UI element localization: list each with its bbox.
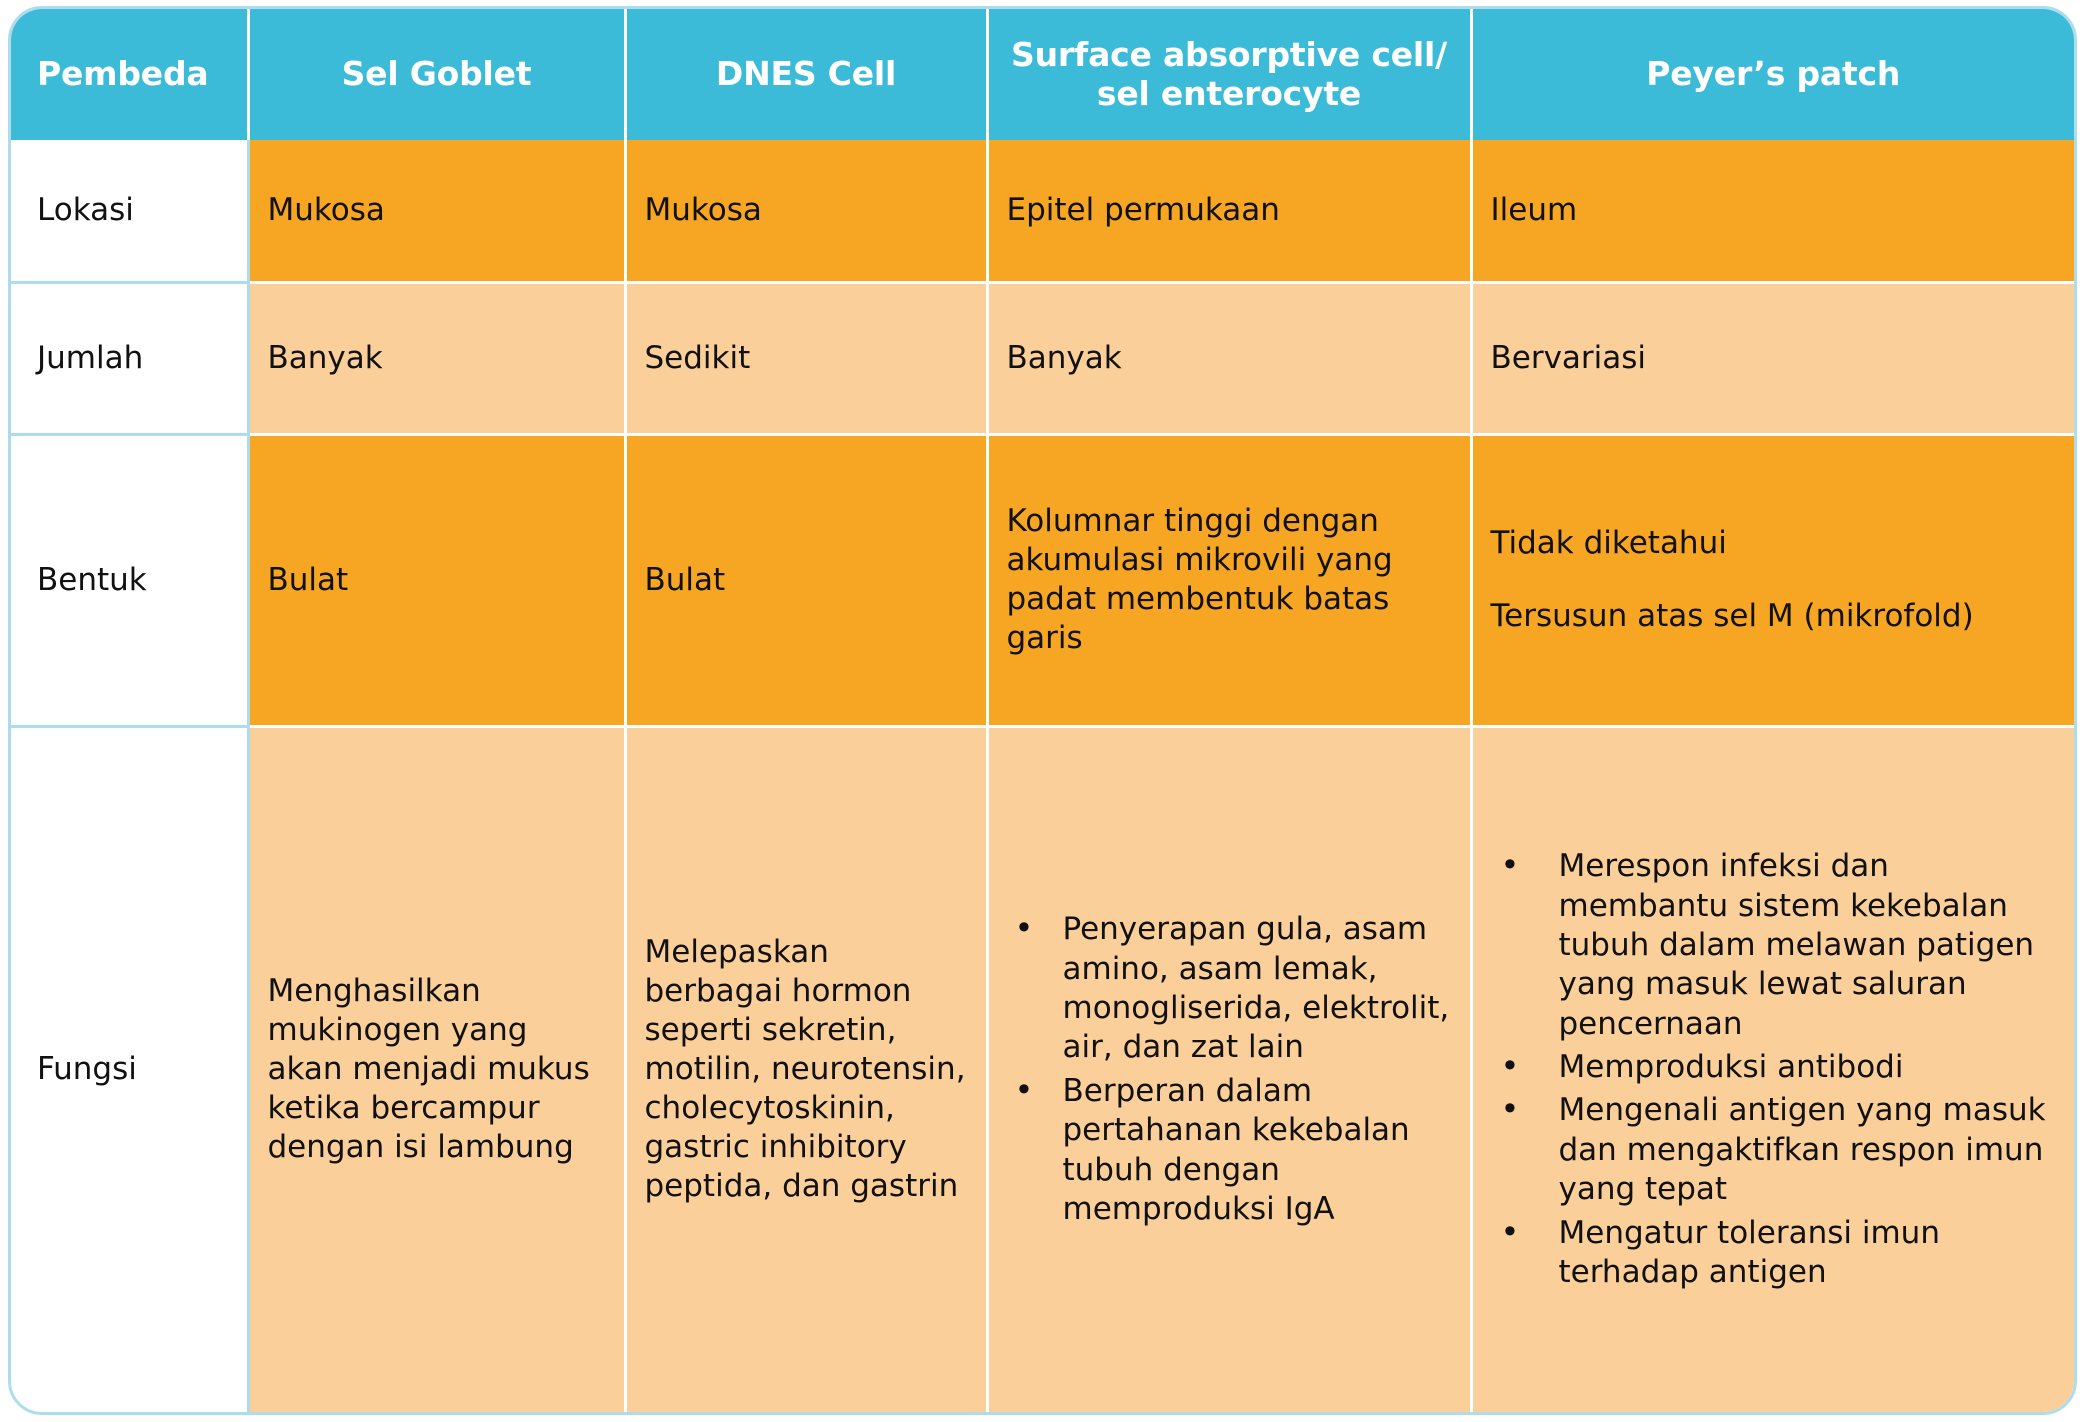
cell-fungsi-peyers-patch bbox=[1471, 726, 2074, 1412]
list-item: • Mengenali antigen yang masuk dan mengaktifkan respon imun yang tepat bbox=[1555, 1091, 2063, 1209]
cell-bentuk-peyers-patch bbox=[1471, 434, 2074, 726]
row-label-fungsi: Fungsi bbox=[11, 726, 248, 1412]
column-header-pembeda: Pembeda bbox=[11, 9, 248, 140]
table-row-bentuk bbox=[11, 434, 2074, 726]
cell-lokasi-surface-absorptive-cell: Epitel permukaan bbox=[987, 140, 1471, 282]
row-label-jumlah: Jumlah bbox=[11, 282, 248, 434]
column-header-dnes-cell: DNES Cell bbox=[625, 9, 987, 140]
cell-bentuk-sel-goblet: Bulat bbox=[248, 434, 625, 726]
cell-fungsi-surface-absorptive-cell bbox=[987, 726, 1471, 1412]
row-label-bentuk: Bentuk bbox=[11, 434, 248, 726]
bullet-list-peyer bbox=[1481, 847, 2063, 1292]
cell-text: Menghasilkan mukinogen yang akan menjadi mukus ketika bercampur dengan isi lambung bbox=[267, 973, 590, 1166]
list-item: • Mengatur toleransi imun terhadap antigen bbox=[1555, 1214, 2063, 1293]
paragraph-sel-m: Tersusun atas sel M (mikrofold) bbox=[1490, 598, 1974, 635]
list-item: • Penyerapan gula, asam amino, asam lemak, monogliserida, elektrolit, air, dan zat lain bbox=[1059, 910, 1460, 1067]
cell-lokasi-sel-goblet: Mukosa bbox=[248, 140, 625, 282]
table-row-jumlah bbox=[11, 282, 2074, 434]
table-row-lokasi bbox=[11, 140, 2074, 282]
table-row-fungsi bbox=[11, 726, 2074, 1412]
cell-fungsi-sel-goblet bbox=[248, 726, 625, 1412]
list-item: • Merespon infeksi dan membantu sistem kekebalan tubuh dalam melawan patigen yang masuk lewat saluran pencernaan bbox=[1555, 847, 2063, 1044]
column-header-surface-absorptive-cell: Surface absorptive cell/ sel enterocyte bbox=[987, 9, 1471, 140]
cell-bentuk-dnes-cell: Bulat bbox=[625, 434, 987, 726]
cell-jumlah-surface-absorptive-cell: Banyak bbox=[987, 282, 1471, 434]
comparison-table-container bbox=[8, 6, 2077, 1415]
cell-jumlah-sel-goblet: Banyak bbox=[248, 282, 625, 434]
cell-fungsi-dnes-cell bbox=[625, 726, 987, 1412]
cell-lokasi-peyers-patch: Ileum bbox=[1471, 140, 2074, 282]
column-header-peyers-patch: Peyer’s patch bbox=[1471, 9, 2074, 140]
paragraph-tidak-diketahui: Tidak diketahui bbox=[1490, 525, 1727, 562]
cell-jumlah-peyers-patch: Bervariasi bbox=[1471, 282, 2074, 434]
cell-text: Melepaskan berbagai hormon seperti sekretin, motilin, neurotensin, cholecytoskinin, gastric inhibitory peptida, dan gastrin bbox=[644, 934, 966, 1205]
cell-bentuk-surface-absorptive-cell bbox=[987, 434, 1471, 726]
list-item: • Memproduksi antibodi bbox=[1555, 1048, 2063, 1087]
table-header bbox=[11, 9, 2074, 140]
bullet-list-surface bbox=[997, 910, 1460, 1229]
row-label-lokasi: Lokasi bbox=[11, 140, 248, 282]
header-row bbox=[11, 9, 2074, 140]
list-item: • Berperan dalam pertahanan kekebalan tubuh dengan memproduksi IgA bbox=[1059, 1072, 1460, 1229]
cell-jumlah-dnes-cell: Sedikit bbox=[625, 282, 987, 434]
comparison-table bbox=[11, 9, 2074, 1412]
table-body bbox=[11, 140, 2074, 1412]
paragraph-group bbox=[1491, 524, 2059, 636]
cell-lokasi-dnes-cell: Mukosa bbox=[625, 140, 987, 282]
column-header-sel-goblet: Sel Goblet bbox=[248, 9, 625, 140]
cell-text: Kolumnar tinggi dengan akumulasi mikrovili yang padat membentuk batas garis bbox=[1006, 503, 1393, 657]
